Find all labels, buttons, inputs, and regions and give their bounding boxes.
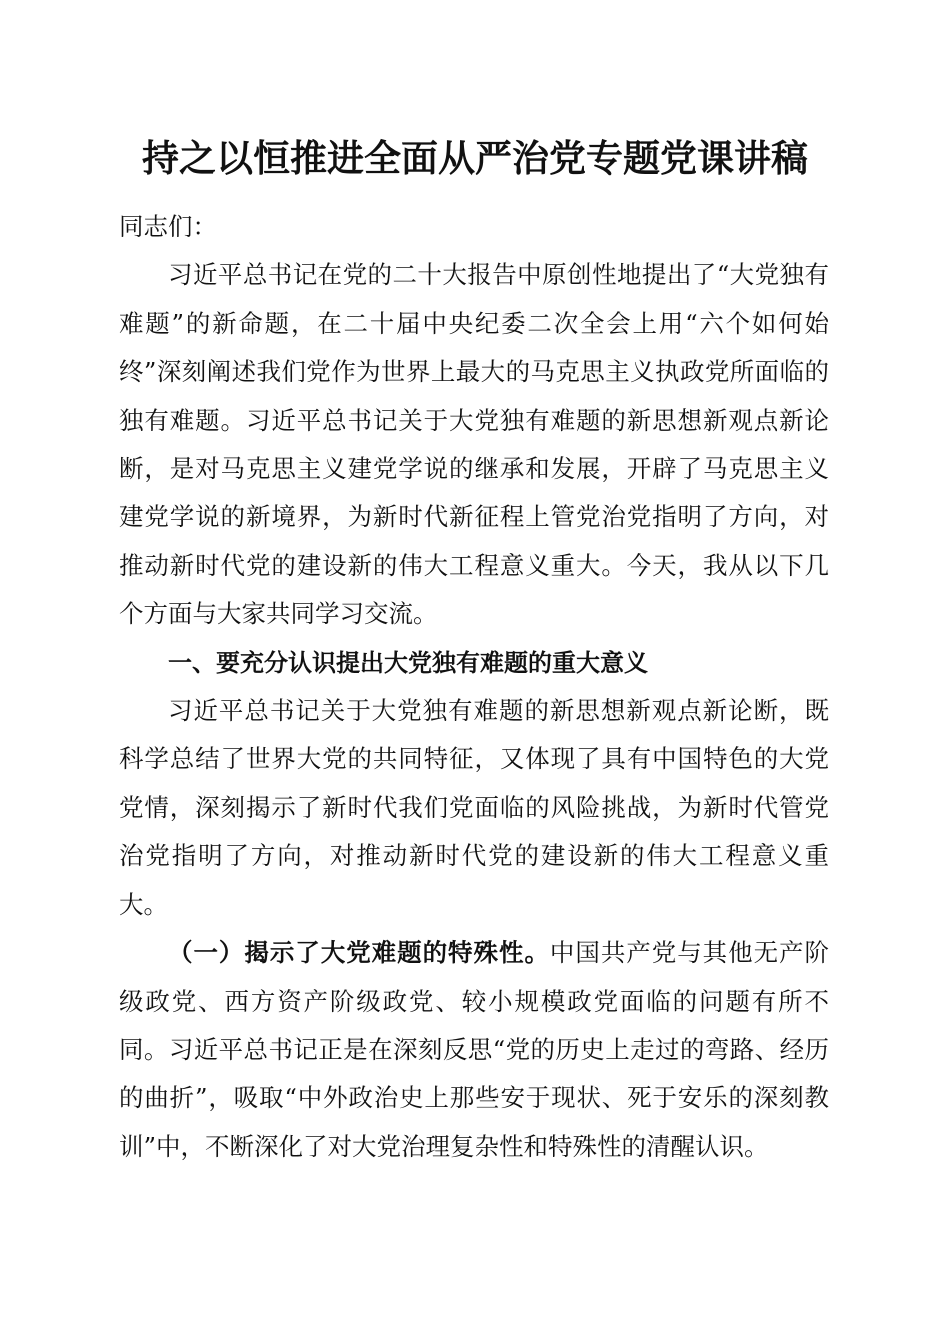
salutation: 同志们： (119, 212, 217, 241)
intro-paragraph: 习近平总书记在党的二十大报告中原创性地提出了“大党独有难题”的新命题，在二十届中央纪委二次全会上用“六个如何始终”深刻阐述我们党作为世界上最大的马克思主义执政党所面临的独有难题。习近平总书记关于大党独有难题的新思想新观点新论断，是对马克思主义建党学说的继承和发展，开辟了马克思主义建党学说的新境界，为新时代新征程上管党治党指明了方向，对推动新时代党的建设新的伟大工程意义重大。今天，我从以下几个方面与大家共同学习交流。 (119, 260, 829, 629)
subsection-1-heading: （一）揭示了大党难题的特殊性。 (168, 938, 550, 968)
subsection-1-text: 中国共产党与其他无产阶级政党、西方资产阶级政党、较小规模政党面临的问题有所不同。习近平总书记正是在深刻反思“党的历史上走过的弯路、经历的曲折”，吸取“中外政治史上那些安于现状、死于安乐的深刻教训”中，不断深化了对大党治理复杂性和特殊性的清醒认识。 (119, 938, 830, 1161)
section-1-paragraph: 习近平总书记关于大党独有难题的新思想新观点新论断，既科学总结了世界大党的共同特征，又体现了具有中国特色的大党党情，深刻揭示了新时代我们党面临的风险挑战，为新时代管党治党指明了方向，对推动新时代党的建设新的伟大工程意义重大。 (119, 696, 829, 919)
subsection-1-paragraph (119, 929, 829, 1171)
document-body (119, 203, 829, 1171)
section-heading-1: 一、要充分认识提出大党独有难题的重大意义 (168, 648, 648, 677)
document-title: 持之以恒推进全面从严治党专题党课讲稿 (142, 137, 808, 180)
